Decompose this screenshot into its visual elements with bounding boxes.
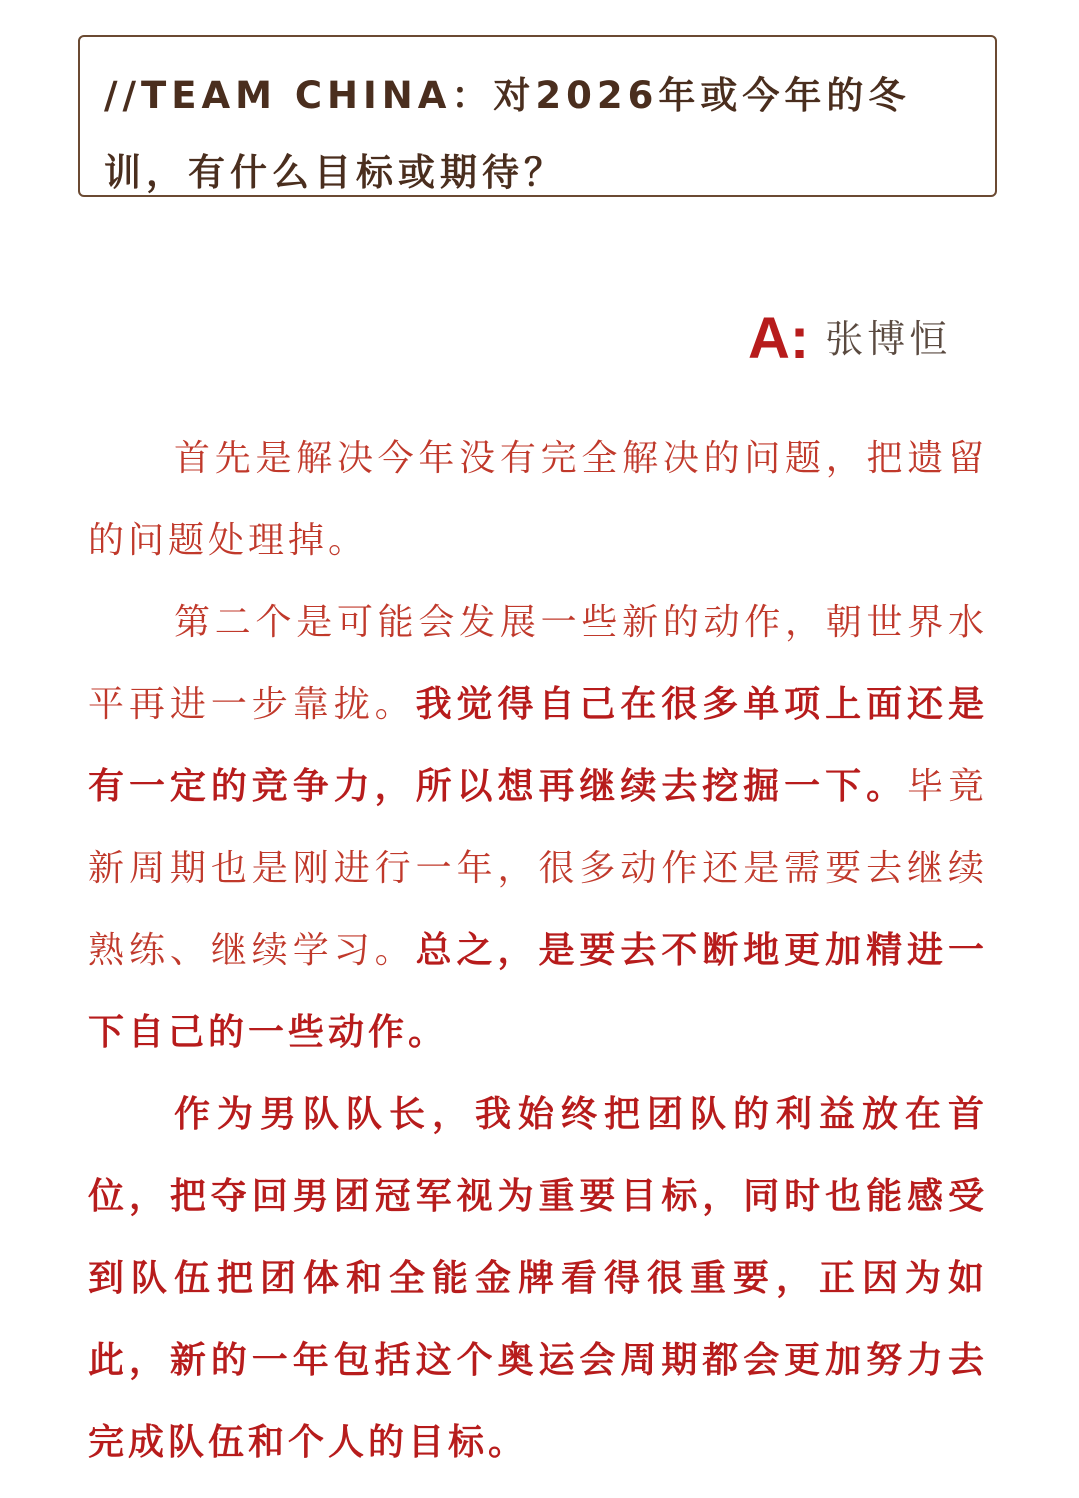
answer-letter: A: bbox=[748, 306, 810, 371]
paragraph-2 bbox=[88, 582, 988, 1074]
paragraph-2-segment-2: 我觉得自己在很多单项上面还是有一定的竞争力，所以想再继续去挖掘一下。 bbox=[88, 684, 988, 807]
answer-label bbox=[748, 306, 951, 372]
paragraph-3 bbox=[88, 1074, 988, 1484]
question-text: //TEAM CHINA：对2026年或今年的冬训，有什么目标或期待？ bbox=[104, 74, 911, 194]
paragraph-2-segment-1: 第二个是可能会发展一些新的动作，朝世界水平再进一步靠拢。 bbox=[88, 602, 988, 725]
answer-name: 张博恒 bbox=[825, 317, 952, 361]
question-box bbox=[78, 35, 997, 197]
answer-body bbox=[88, 418, 988, 1484]
paragraph-2-segment-4: 总之，是要去不断地更加精进一下自己的一些动作。 bbox=[88, 930, 988, 1053]
paragraph-1 bbox=[88, 418, 988, 582]
paragraph-3-segment-1: 作为男队队长，我始终把团队的利益放在首位，把夺回男团冠军视为重要目标，同时也能感受到队伍把团体和全能金牌看得很重要，正因为如此，新的一年包括这个奥运会周期都会更加努力去完成队伍和个人的目标。 bbox=[88, 1094, 988, 1463]
paragraph-2-segment-3: 毕竟新周期也是刚进行一年，很多动作还是需要去继续熟练、继续学习。 bbox=[88, 766, 988, 971]
paragraph-1-segment-1: 首先是解决今年没有完全解决的问题，把遗留的问题处理掉。 bbox=[88, 438, 988, 561]
